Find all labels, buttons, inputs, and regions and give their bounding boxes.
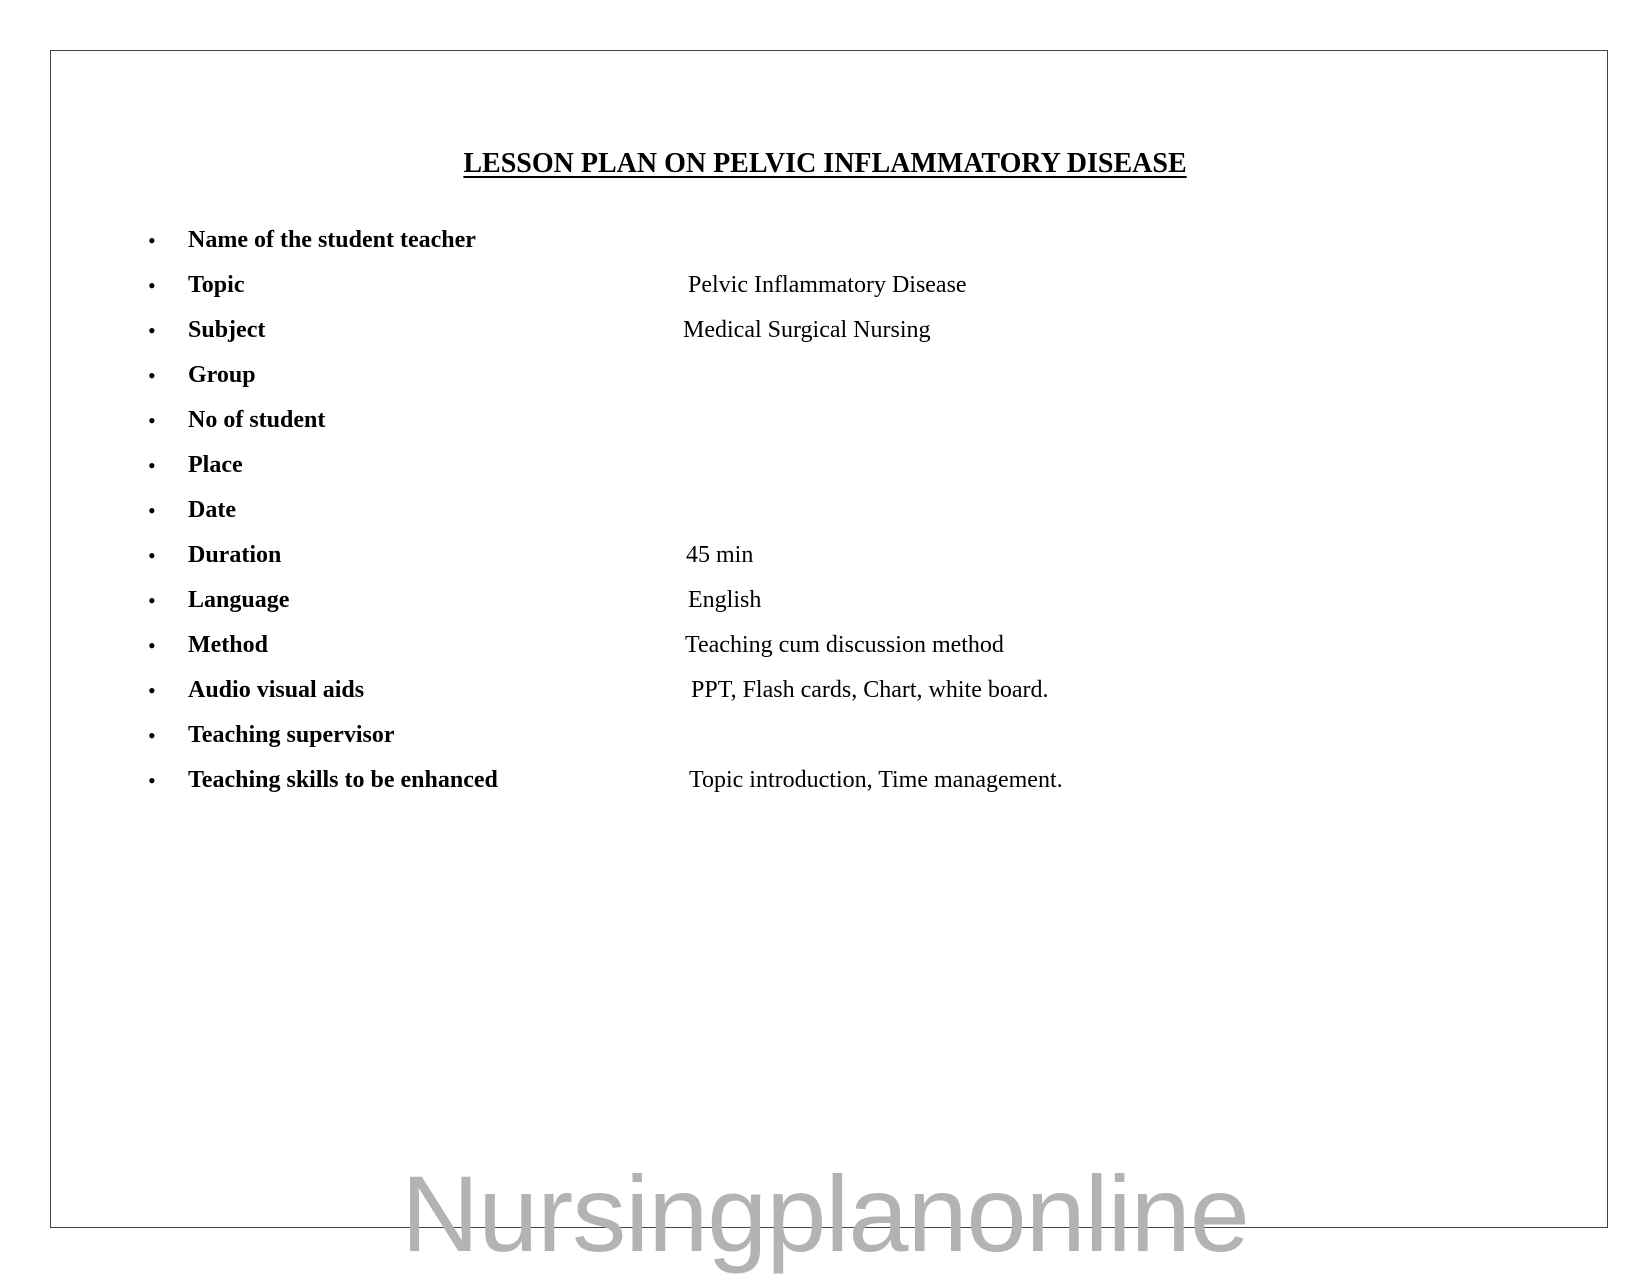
item-label-no-of-student: No of student [188,407,326,433]
bullet-icon: • [148,678,156,703]
list-item [0,533,1650,578]
item-label-topic: Topic [188,272,245,298]
bullet-icon: • [148,768,156,793]
bullet-icon: • [148,588,156,613]
item-value-audio-visual-aids: PPT, Flash cards, Chart, white board. [691,677,1049,703]
list-item [0,668,1650,713]
item-value-language: English [688,587,762,613]
bullet-icon: • [148,453,156,478]
item-label-method: Method [188,632,268,658]
bullet-icon: • [148,543,156,568]
item-label-group: Group [188,362,256,388]
bullet-icon: • [148,633,156,658]
item-label-subject: Subject [188,317,266,343]
item-label-teaching-supervisor: Teaching supervisor [188,722,395,748]
list-item [0,488,1650,533]
list-item [0,353,1650,398]
list-item [0,398,1650,443]
document-title: LESSON PLAN ON PELVIC INFLAMMATORY DISEASE [463,148,1187,179]
bullet-icon: • [148,363,156,388]
watermark: Nursingplanonline [401,1153,1249,1274]
list-item [0,218,1650,263]
bullet-icon: • [148,228,156,253]
item-label-language: Language [188,587,290,613]
list-item [0,758,1650,803]
item-value-subject: Medical Surgical Nursing [683,317,931,343]
bullet-icon: • [148,498,156,523]
bullet-icon: • [148,408,156,433]
list-item [0,308,1650,353]
list-item [0,623,1650,668]
item-label-place: Place [188,452,243,478]
bullet-icon: • [148,318,156,343]
item-label-duration: Duration [188,542,282,568]
list-item [0,263,1650,308]
item-label-teaching-skills: Teaching skills to be enhanced [188,767,498,793]
bullet-icon: • [148,723,156,748]
item-value-duration: 45 min [686,542,754,568]
item-value-topic: Pelvic Inflammatory Disease [688,272,967,298]
item-label-audio-visual-aids: Audio visual aids [188,677,365,703]
bullet-icon: • [148,273,156,298]
item-value-teaching-skills: Topic introduction, Time management. [689,767,1063,793]
list-item [0,578,1650,623]
lesson-details-list [0,218,1650,803]
item-label-date: Date [188,497,236,523]
list-item [0,443,1650,488]
item-label-student-teacher: Name of the student teacher [188,227,476,253]
item-value-method: Teaching cum discussion method [685,632,1004,658]
list-item [0,713,1650,758]
